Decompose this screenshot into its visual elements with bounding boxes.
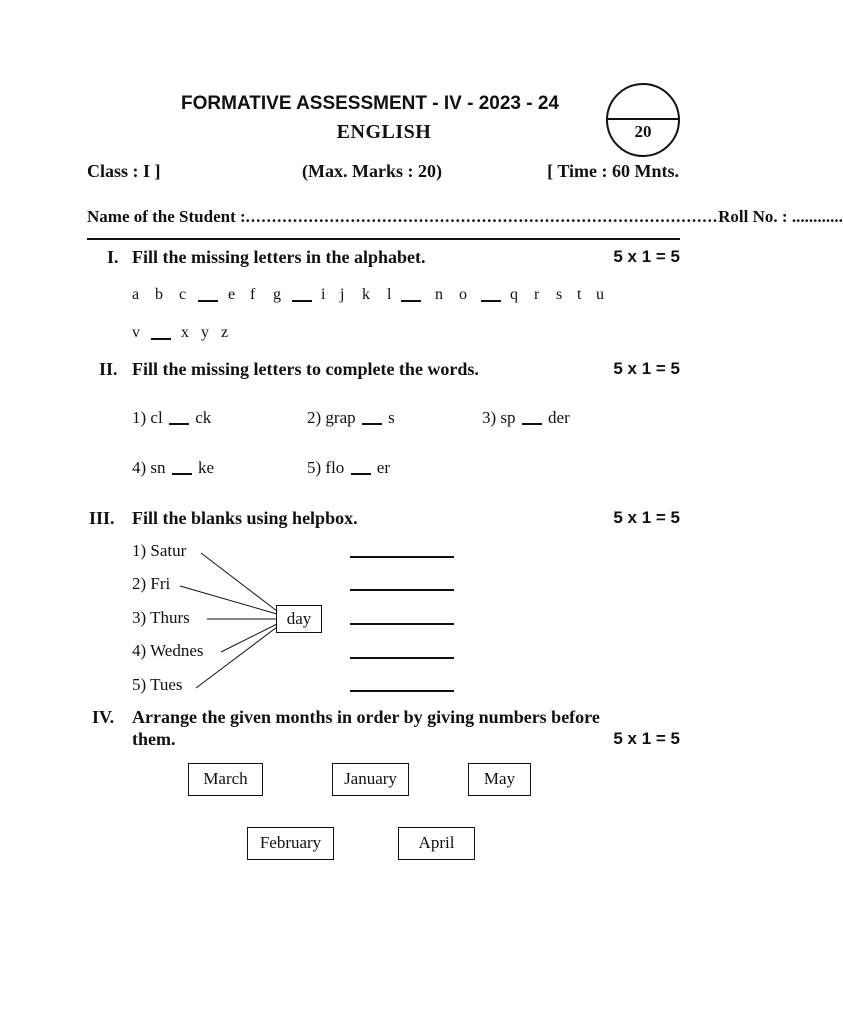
q3-answer-line[interactable] bbox=[350, 623, 454, 625]
q3-answer-line[interactable] bbox=[350, 556, 454, 558]
q1-row1-letter: i bbox=[321, 286, 326, 303]
connector-line bbox=[201, 553, 277, 611]
q1-row1-letter: n bbox=[435, 286, 443, 303]
month-box-february[interactable]: February bbox=[247, 827, 334, 860]
time-label: [ Time : 60 Mnts. bbox=[547, 161, 679, 181]
q2-item-suffix: er bbox=[376, 458, 391, 477]
q3-text: Fill the blanks using helpbox. bbox=[132, 508, 358, 528]
q1-row2-letter: y bbox=[201, 324, 209, 341]
q4-text-line1: Arrange the given months in order by giving numbers before bbox=[132, 707, 600, 727]
q1-row1-letter: j bbox=[340, 286, 345, 303]
page-title: FORMATIVE ASSESSMENT - IV - 2023 - 24 bbox=[181, 93, 559, 114]
q1-row2-letter: z bbox=[221, 324, 229, 341]
q1-text: Fill the missing letters in the alphabet. bbox=[132, 247, 426, 267]
q1-row1-letter: k bbox=[362, 286, 370, 303]
q3-answer-line[interactable] bbox=[350, 690, 454, 692]
q1-number: I. bbox=[107, 247, 119, 267]
q1-row2-letter: x bbox=[181, 324, 189, 341]
name-field[interactable]: .......................................................................................... bbox=[245, 207, 719, 226]
q3-answer-line[interactable] bbox=[350, 657, 454, 659]
roll-no-field[interactable]: Roll No. : ............ bbox=[718, 207, 843, 226]
q1-row1-letter: l bbox=[387, 286, 392, 303]
month-box-april[interactable]: April bbox=[398, 827, 475, 860]
q3-item: 4) Wednes bbox=[132, 641, 204, 660]
q1-row1-letter: r bbox=[534, 286, 540, 303]
q2-marks: 5 x 1 = 5 bbox=[613, 359, 680, 378]
q2-text: Fill the missing letters to complete the words. bbox=[132, 359, 479, 379]
connector-line bbox=[196, 627, 277, 688]
q1-row1-letter: t bbox=[577, 286, 582, 303]
q2-item-prefix: 2) grap bbox=[307, 408, 356, 427]
q2-item-prefix: 4) sn bbox=[132, 458, 166, 477]
q2-item-suffix: s bbox=[388, 408, 395, 427]
subject-title: ENGLISH bbox=[336, 121, 432, 143]
q3-marks: 5 x 1 = 5 bbox=[613, 508, 680, 527]
q2-item-prefix: 1) cl bbox=[132, 408, 163, 427]
q1-row1-letter: c bbox=[179, 286, 187, 303]
q1-row1-letter: g bbox=[273, 286, 281, 303]
name-label: Name of the Student : bbox=[87, 207, 246, 226]
q2-item-suffix: ck bbox=[195, 408, 212, 427]
q3-number: III. bbox=[89, 508, 115, 528]
q1-row2-letter: v bbox=[132, 324, 140, 341]
q2-item-suffix: ke bbox=[198, 458, 215, 477]
class-label: Class : I ] bbox=[87, 161, 161, 181]
month-box-march[interactable]: March bbox=[188, 763, 263, 796]
q1-row1-letter: f bbox=[250, 286, 256, 303]
q4-number: IV. bbox=[92, 707, 115, 727]
q2-item-prefix: 3) sp bbox=[482, 408, 516, 427]
q3-item: 3) Thurs bbox=[132, 608, 190, 627]
q1-row1-letter: o bbox=[459, 286, 467, 303]
total-marks: 20 bbox=[634, 122, 652, 141]
max-marks-label: (Max. Marks : 20) bbox=[302, 161, 442, 181]
q3-answer-line[interactable] bbox=[350, 589, 454, 591]
q2-item-suffix: der bbox=[548, 408, 570, 427]
month-box-january[interactable]: January bbox=[332, 763, 409, 796]
month-box-may[interactable]: May bbox=[468, 763, 531, 796]
q1-marks: 5 x 1 = 5 bbox=[613, 247, 680, 266]
q1-row1-letter: a bbox=[132, 286, 140, 303]
q2-item-prefix: 5) flo bbox=[307, 458, 345, 477]
q1-row1-letter: u bbox=[596, 286, 604, 303]
q3-item: 1) Satur bbox=[132, 541, 187, 560]
q4-marks: 5 x 1 = 5 bbox=[613, 729, 680, 748]
q1-row1-letter: b bbox=[155, 286, 163, 303]
q1-row1-letter: q bbox=[510, 286, 518, 303]
q1-row1-letter: s bbox=[556, 286, 563, 303]
q2-number: II. bbox=[99, 359, 118, 379]
helpbox: day bbox=[276, 605, 322, 633]
q3-item: 2) Fri bbox=[132, 574, 171, 593]
q4-text-line2: them. bbox=[132, 729, 176, 749]
q3-item: 5) Tues bbox=[132, 675, 183, 694]
q1-row1-letter: e bbox=[228, 286, 236, 303]
